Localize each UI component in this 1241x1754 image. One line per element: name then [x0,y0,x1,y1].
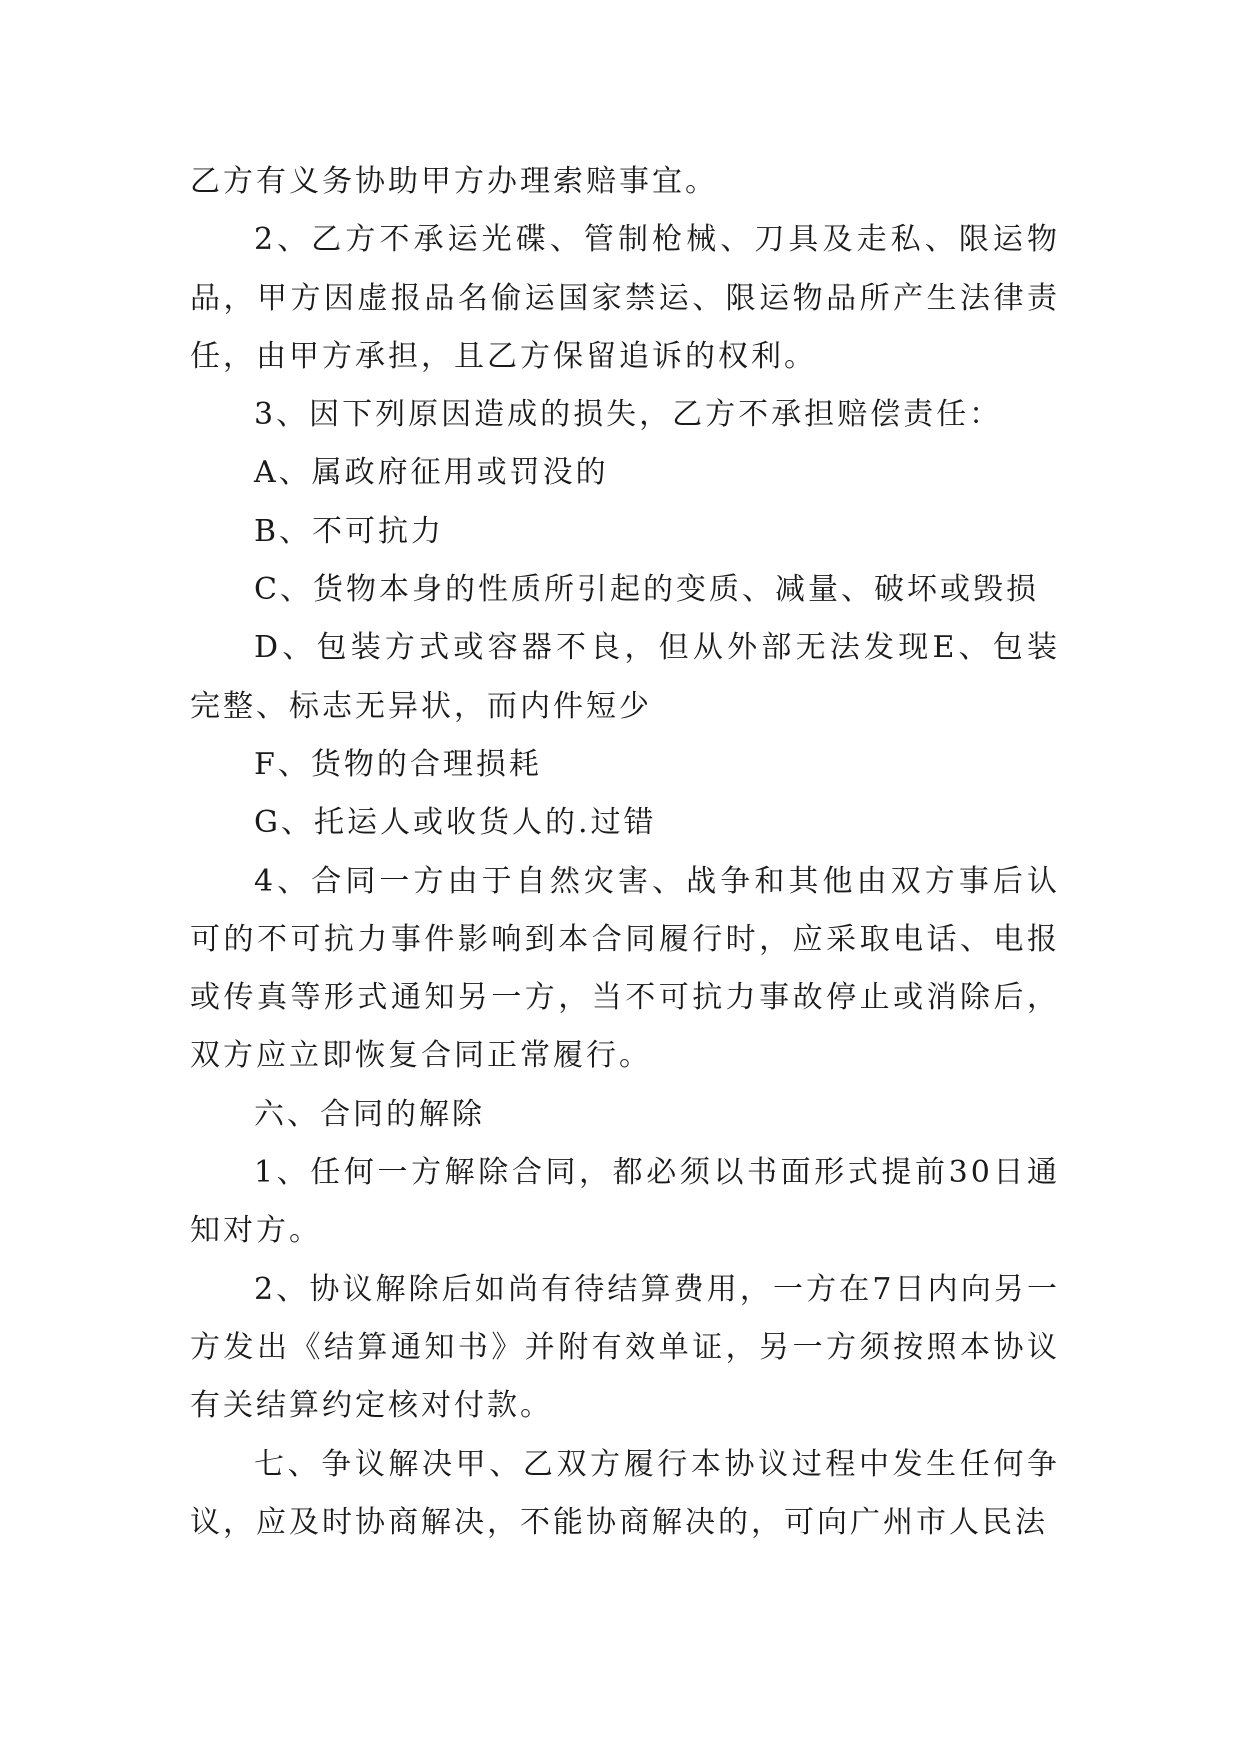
paragraph-exemption-f: F、货物的合理损耗 [254,746,542,782]
paragraph-exemption-a: A、属政府征用或罚没的 [254,455,609,491]
paragraph-exemption-d-e: D、包装方式或容器不良，但从外部无法发现E、包装完整、标志无异状，而内件短少 [190,630,1060,724]
paragraph-prohibited-goods: 2、乙方不承运光碟、管制枪械、刀具及走私、限运物品，甲方因虚报品名偷运国家禁运、限运物品所产生法律责任，由甲方承担，且乙方保留追诉的权利。 [190,222,1060,374]
paragraph-exemption-c: C、货物本身的性质所引起的变质、减量、破坏或毁损 [254,572,1039,608]
paragraph-force-majeure: 4、合同一方由于自然灾害、战争和其他由双方事后认可的不可抗力事件影响到本合同履行时，应采取电话、电报或传真等形式通知另一方，当不可抗力事故停止或消除后，双方应立即恢复合同正常履行。 [190,863,1060,1074]
paragraph-dispute-resolution: 七、争议解决甲、乙双方履行本协议过程中发生任何争议，应及时协商解决，不能协商解决的，可向广州市人民法 [190,1446,1060,1540]
document-body [190,153,1060,1552]
paragraph-exemption-b: B、不可抗力 [254,513,445,549]
paragraph-settlement: 2、协议解除后如尚有待结算费用，一方在7日内向另一方发出《结算通知书》并附有效单证，另一方须按照本协议有关结算约定核对付款。 [190,1271,1060,1424]
paragraph-exemption-g: G、托运人或收货人的.过错 [254,805,657,841]
paragraph-termination-notice: 1、任何一方解除合同，都必须以书面形式提前30日通知对方。 [190,1155,1060,1249]
paragraph-claim-assist: 乙方有义务协助甲方办理索赔事宜。 [190,164,718,199]
section-heading-termination: 六、合同的解除 [254,1096,485,1132]
paragraph-exemptions-intro: 3、因下列原因造成的损失，乙方不承担赔偿责任： [254,397,1003,433]
